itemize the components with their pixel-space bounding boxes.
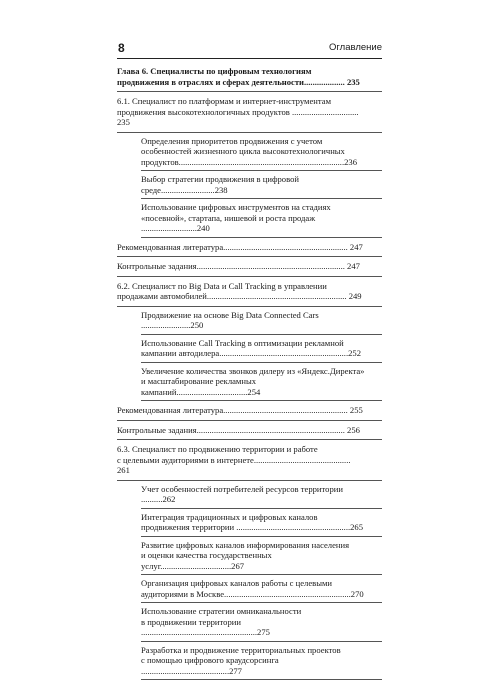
toc-entry-line: Контрольные задания..................................................................... 247 [117, 261, 382, 272]
toc-section-entry[interactable] [117, 92, 382, 133]
toc-subsection-entry[interactable] [141, 481, 382, 509]
toc-entry-line: Организация цифровых каналов работы с целевыми [141, 578, 382, 589]
toc-entry-line: аудиториями в Москве...........................................................270 [141, 589, 382, 600]
toc-entry-line: Использование стратегии омниканальности [141, 606, 382, 617]
toc-section-entry[interactable] [117, 238, 382, 258]
toc-entry-line: продвижения территории .....................................................265 [141, 522, 382, 533]
toc-entry-line: Учет особенностей потребителей ресурсов территории ..........262 [141, 484, 382, 505]
toc-subsection-entry[interactable] [141, 307, 382, 335]
toc-entry-line: 6.3. Специалист по продвижению территории и работе [117, 444, 382, 455]
toc-entry-line: 6.1. Специалист по платформам и интернет-инструментам [117, 96, 382, 107]
toc-entry-line: Выбор стратегии продвижения в цифровой среде.........................238 [141, 174, 382, 195]
toc-entry-line: и оценки качества государственных услуг.................................267 [141, 550, 382, 571]
toc-entry-line: продвижения высокотехнологичных продуктов ............................... 235 [117, 107, 382, 128]
toc-subsection-entry[interactable] [141, 199, 382, 238]
section-title: Оглавление [329, 42, 382, 53]
toc-entry-line: Рекомендованная литература.......................................................... 255 [117, 405, 382, 416]
toc-section-entry[interactable] [117, 277, 382, 307]
table-of-contents [117, 63, 382, 680]
page-number: 8 [118, 41, 125, 55]
toc-entry-line: продвижения в отраслях и сферах деятельности................... 235 [117, 77, 382, 88]
toc-entry-line: «посевной», стартапа, нишевой и роста продаж ..........................240 [141, 213, 382, 234]
toc-entry-line: продуктов.............................................................................236 [141, 157, 382, 168]
toc-subsection-entry[interactable] [141, 171, 382, 199]
toc-subsection-entry[interactable] [141, 335, 382, 363]
toc-entry-line: Увеличение количества звонков дилеру из «Яндекс.Директа» [141, 366, 382, 377]
toc-entry-line: 6.2. Специалист по Big Data и Call Tracking в управлении [117, 281, 382, 292]
toc-subsection-entry[interactable] [141, 509, 382, 537]
toc-subsection-entry[interactable] [141, 363, 382, 402]
toc-subsection-entry[interactable] [141, 537, 382, 576]
toc-entry-line: кампании автодилера............................................................252 [141, 348, 382, 359]
toc-subsection-entry[interactable] [141, 575, 382, 603]
toc-entry-line: с целевыми аудиториями в интернете............................................. 261 [117, 455, 382, 476]
toc-entry-line: Продвижение на основе Big Data Connected Cars .......................250 [141, 310, 382, 331]
toc-entry-line: в продвижении территории ......................................................275 [141, 617, 382, 638]
toc-entry-line: Использование цифровых инструментов на стадиях [141, 202, 382, 213]
toc-entry-line: Глава 6. Специалисты по цифровым технологиям [117, 66, 382, 77]
toc-section-entry[interactable] [117, 401, 382, 421]
toc-section-entry[interactable] [117, 257, 382, 277]
toc-chapter-entry[interactable] [117, 63, 382, 92]
toc-section-entry[interactable] [117, 440, 382, 481]
toc-entry-line: продажами автомобилей................................................................. 249 [117, 291, 382, 302]
toc-section-entry[interactable] [117, 421, 382, 441]
toc-entry-line: Рекомендованная литература.......................................................... 247 [117, 242, 382, 253]
toc-entry-line: с помощью цифрового краудсорсинга .........................................277 [141, 655, 382, 676]
toc-entry-line: Контрольные задания..................................................................... 256 [117, 425, 382, 436]
toc-entry-line: и масштабирование рекламных кампаний.................................254 [141, 376, 382, 397]
toc-entry-line: Развитие цифровых каналов информирования населения [141, 540, 382, 551]
toc-subsection-entry[interactable] [141, 133, 382, 172]
toc-subsection-entry[interactable] [141, 642, 382, 680]
toc-entry-line: Разработка и продвижение территориальных проектов [141, 645, 382, 656]
toc-entry-line: Использование Call Tracking в оптимизации рекламной [141, 338, 382, 349]
toc-entry-line: Определения приоритетов продвижения с учетом [141, 136, 382, 147]
toc-entry-line: особенностей жизненного цикла высокотехнологичных [141, 146, 382, 157]
toc-subsection-entry[interactable] [141, 603, 382, 642]
toc-entry-line: Интеграция традиционных и цифровых каналов [141, 512, 382, 523]
page-header [117, 40, 382, 59]
